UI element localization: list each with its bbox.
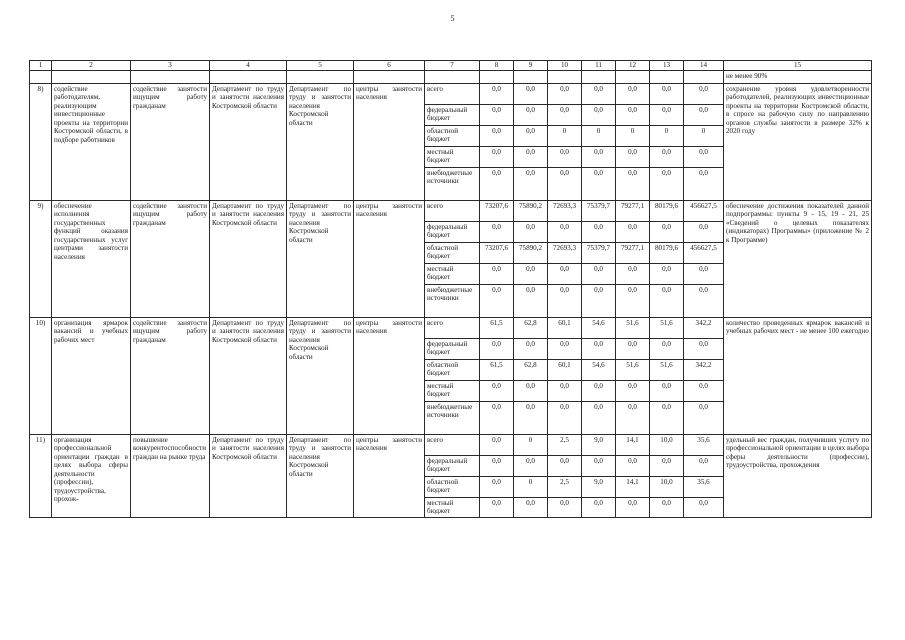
empty-cell <box>30 70 52 83</box>
funding-source: внебюджетные источники <box>425 167 480 200</box>
funding-value: 0,0 <box>514 338 548 359</box>
funding-value: 456627,5 <box>684 242 724 263</box>
funding-value: 54,6 <box>582 359 616 380</box>
expected-result: сохранение уровня удовлетворенности работодателей, реализующих инвестиционные проекты на территории Костромской области, в спросе на рабочую силу по направлению органов службы занятости в размере 32% к 2020 году <box>724 83 872 200</box>
funding-value: 0,0 <box>684 380 724 401</box>
responsible-executor: Департамент по труду и занятости населения Костромской области <box>210 317 287 434</box>
funding-source: внебюджетные источники <box>425 401 480 434</box>
empty-cell <box>210 70 287 83</box>
funding-value: 54,6 <box>582 317 616 338</box>
column-header: 4 <box>210 61 287 71</box>
measure-name: обеспечение исполнения государственных функций оказания государственных услуг центрами занятости населения <box>52 200 131 317</box>
empty-cell <box>52 70 131 83</box>
column-header: 2 <box>52 61 131 71</box>
funding-source: областной бюджет <box>425 359 480 380</box>
funding-value: 0,0 <box>480 476 514 497</box>
funding-value: 0 <box>616 125 650 146</box>
measure-name: организация ярмарок вакансий и учебных рабочих мест <box>52 317 131 434</box>
funding-value: 2,5 <box>548 476 582 497</box>
funding-value: 0,0 <box>582 146 616 167</box>
funding-value: 0,0 <box>684 221 724 242</box>
funding-value: 0,0 <box>514 221 548 242</box>
funding-value: 51,6 <box>616 359 650 380</box>
funding-value: 0,0 <box>650 83 684 104</box>
column-header: 15 <box>724 61 872 71</box>
executor: центры занятости населения <box>354 434 425 517</box>
executor: центры занятости населения <box>354 200 425 317</box>
funding-value: 0,0 <box>616 497 650 517</box>
funding-value: 0,0 <box>548 221 582 242</box>
funding-value: 0,0 <box>514 497 548 517</box>
empty-cell <box>650 70 684 83</box>
funding-value: 75379,7 <box>582 200 616 221</box>
funding-value: 51,6 <box>616 317 650 338</box>
empty-cell <box>354 70 425 83</box>
measure-number: 11) <box>30 434 52 517</box>
funding-value: 75890,2 <box>514 200 548 221</box>
funding-source: федеральный бюджет <box>425 221 480 242</box>
funding-value: 342,2 <box>684 317 724 338</box>
funding-value: 10,0 <box>650 434 684 455</box>
funding-value: 0,0 <box>650 338 684 359</box>
empty-cell <box>582 70 616 83</box>
empty-cell <box>425 70 480 83</box>
funding-value: 0,0 <box>480 401 514 434</box>
co-executor: Департамент по труду и занятости населения Костромской области <box>287 83 354 200</box>
funding-value: 9,0 <box>582 434 616 455</box>
funding-value: 0,0 <box>650 167 684 200</box>
funding-value: 0,0 <box>480 221 514 242</box>
measure-number: 10) <box>30 317 52 434</box>
funding-value: 10,0 <box>650 476 684 497</box>
funding-value: 0,0 <box>548 146 582 167</box>
column-header: 9 <box>514 61 548 71</box>
funding-value: 0,0 <box>684 146 724 167</box>
funding-source: областной бюджет <box>425 242 480 263</box>
funding-value: 0,0 <box>582 338 616 359</box>
column-header: 1 <box>30 61 52 71</box>
funding-value: 0,0 <box>514 167 548 200</box>
funding-value: 0 <box>582 125 616 146</box>
budget-table <box>29 60 872 518</box>
funding-value: 0,0 <box>514 401 548 434</box>
funding-value: 73207,6 <box>480 242 514 263</box>
funding-value: 0,0 <box>684 338 724 359</box>
column-header: 7 <box>425 61 480 71</box>
column-header: 11 <box>582 61 616 71</box>
column-header: 3 <box>131 61 210 71</box>
funding-value: 0,0 <box>650 146 684 167</box>
funding-value: 0,0 <box>650 380 684 401</box>
funding-source: всего <box>425 200 480 221</box>
funding-value: 0,0 <box>548 497 582 517</box>
empty-cell <box>548 70 582 83</box>
funding-value: 0,0 <box>650 221 684 242</box>
measure-name: содействие работодателям, реализующим инвестиционные проекты на территории Костромской области, в подборе работников <box>52 83 131 200</box>
column-header: 13 <box>650 61 684 71</box>
funding-source: внебюджетные источники <box>425 284 480 317</box>
funding-value: 0,0 <box>616 284 650 317</box>
funding-value: 0,0 <box>514 263 548 284</box>
empty-cell <box>616 70 650 83</box>
funding-value: 0 <box>548 125 582 146</box>
funding-source: местный бюджет <box>425 146 480 167</box>
expected-result: обеспечение достижения показателей данной подпрограммы: пункты 9 - 15, 19 - 21, 25 «Сведений о целевых показателях (индикаторах) Программы» (приложение № 2 к Программе) <box>724 200 872 317</box>
funding-value: 51,6 <box>650 317 684 338</box>
header-row <box>30 61 872 71</box>
funding-value: 35,6 <box>684 434 724 455</box>
funding-value: 80179,6 <box>650 242 684 263</box>
funding-value: 0,0 <box>650 455 684 476</box>
funding-value: 0,0 <box>582 401 616 434</box>
page-number: 5 <box>450 14 455 23</box>
funding-value: 0,0 <box>514 83 548 104</box>
funding-source: областной бюджет <box>425 125 480 146</box>
funding-value: 0,0 <box>684 284 724 317</box>
measure-number: 8) <box>30 83 52 200</box>
column-header: 12 <box>616 61 650 71</box>
funding-value: 61,5 <box>480 317 514 338</box>
responsible-executor: Департамент по труду и занятости населения Костромской области <box>210 200 287 317</box>
column-header: 14 <box>684 61 724 71</box>
funding-value: 0,0 <box>616 338 650 359</box>
empty-cell <box>131 70 210 83</box>
funding-source: местный бюджет <box>425 497 480 517</box>
measure-direction: повышение конкурентоспособности граждан на рынке труда <box>131 434 210 517</box>
co-executor: Департамент по труду и занятости населения Костромской области <box>287 434 354 517</box>
funding-value: 60,1 <box>548 317 582 338</box>
funding-value: 0,0 <box>616 167 650 200</box>
funding-value: 75379,7 <box>582 242 616 263</box>
funding-value: 60,1 <box>548 359 582 380</box>
funding-value: 0,0 <box>616 455 650 476</box>
funding-value: 0,0 <box>548 338 582 359</box>
funding-value: 0,0 <box>480 83 514 104</box>
funding-source: областной бюджет <box>425 476 480 497</box>
funding-value: 0 <box>514 434 548 455</box>
funding-value: 0 <box>684 125 724 146</box>
funding-value: 79277,1 <box>616 242 650 263</box>
funding-value: 0,0 <box>480 455 514 476</box>
funding-value: 51,6 <box>650 359 684 380</box>
funding-value: 61,5 <box>480 359 514 380</box>
responsible-executor: Департамент по труду и занятости населения Костромской области <box>210 434 287 517</box>
funding-value: 0,0 <box>548 284 582 317</box>
funding-value: 342,2 <box>684 359 724 380</box>
funding-value: 72693,3 <box>548 242 582 263</box>
funding-value: 0,0 <box>684 455 724 476</box>
funding-source: федеральный бюджет <box>425 455 480 476</box>
empty-cell <box>287 70 354 83</box>
continuation-row <box>30 70 872 83</box>
measure-name: организация профессиональной ориентации граждан в целях выбора сферы деятельности (профессии), трудоустройства, прохож- <box>52 434 131 517</box>
funding-source: всего <box>425 434 480 455</box>
funding-value: 0,0 <box>480 497 514 517</box>
funding-value: 75890,2 <box>514 242 548 263</box>
funding-value: 0,0 <box>684 497 724 517</box>
funding-value: 0,0 <box>650 401 684 434</box>
funding-value: 0,0 <box>480 284 514 317</box>
co-executor: Департамент по труду и занятости населения Костромской области <box>287 200 354 317</box>
funding-value: 0,0 <box>514 125 548 146</box>
funding-value: 35,6 <box>684 476 724 497</box>
funding-value: 0,0 <box>582 263 616 284</box>
goal-continuation: не менее 90% <box>724 70 872 83</box>
measure-direction: содействие занятости ищущим работу гражданам <box>131 317 210 434</box>
funding-value: 0,0 <box>684 401 724 434</box>
funding-value: 0,0 <box>548 401 582 434</box>
expected-result: удельный вес граждан, получивших услугу по профессиональной ориентации в целях выбора сферы деятельности (профессии), трудоустройства, прохождения <box>724 434 872 517</box>
funding-value: 0,0 <box>582 221 616 242</box>
funding-row <box>30 317 872 338</box>
column-header: 5 <box>287 61 354 71</box>
funding-value: 0,0 <box>514 455 548 476</box>
executor: центры занятости населения <box>354 317 425 434</box>
funding-value: 0,0 <box>684 263 724 284</box>
funding-value: 80179,6 <box>650 200 684 221</box>
empty-cell <box>514 70 548 83</box>
funding-value: 0,0 <box>616 104 650 125</box>
funding-value: 0,0 <box>480 146 514 167</box>
funding-value: 14,1 <box>616 434 650 455</box>
funding-value: 0,0 <box>480 380 514 401</box>
measure-direction: содействие занятости ищущим работу гражданам <box>131 83 210 200</box>
funding-value: 0,0 <box>684 167 724 200</box>
funding-value: 0,0 <box>616 380 650 401</box>
funding-source: всего <box>425 317 480 338</box>
column-header: 8 <box>480 61 514 71</box>
empty-cell <box>480 70 514 83</box>
funding-value: 73207,6 <box>480 200 514 221</box>
funding-value: 0,0 <box>582 104 616 125</box>
funding-value: 0,0 <box>616 146 650 167</box>
funding-value: 0,0 <box>650 284 684 317</box>
funding-value: 0,0 <box>548 380 582 401</box>
funding-value: 0,0 <box>480 167 514 200</box>
funding-value: 0,0 <box>548 104 582 125</box>
funding-source: федеральный бюджет <box>425 338 480 359</box>
funding-value: 0 <box>514 476 548 497</box>
funding-value: 62,8 <box>514 317 548 338</box>
funding-value: 0,0 <box>582 167 616 200</box>
measure-number: 9) <box>30 200 52 317</box>
funding-value: 0,0 <box>480 104 514 125</box>
funding-value: 0,0 <box>480 434 514 455</box>
funding-value: 0,0 <box>650 104 684 125</box>
funding-value: 0,0 <box>514 380 548 401</box>
funding-value: 0,0 <box>582 455 616 476</box>
funding-value: 0,0 <box>616 221 650 242</box>
funding-value: 0,0 <box>548 83 582 104</box>
funding-value: 0,0 <box>480 125 514 146</box>
funding-value: 0,0 <box>650 497 684 517</box>
funding-value: 0,0 <box>616 401 650 434</box>
funding-value: 0,0 <box>514 146 548 167</box>
funding-value: 2,5 <box>548 434 582 455</box>
funding-value: 0,0 <box>684 83 724 104</box>
column-header: 6 <box>354 61 425 71</box>
responsible-executor: Департамент по труду и занятости населения Костромской области <box>210 83 287 200</box>
funding-row <box>30 83 872 104</box>
funding-row <box>30 434 872 455</box>
funding-row <box>30 200 872 221</box>
co-executor: Департамент по труду и занятости населения Костромской области <box>287 317 354 434</box>
funding-value: 0 <box>650 125 684 146</box>
funding-value: 0,0 <box>548 263 582 284</box>
funding-value: 72693,3 <box>548 200 582 221</box>
funding-value: 0,0 <box>684 104 724 125</box>
funding-value: 62,8 <box>514 359 548 380</box>
funding-value: 0,0 <box>582 497 616 517</box>
funding-source: федеральный бюджет <box>425 104 480 125</box>
funding-value: 0,0 <box>650 263 684 284</box>
funding-value: 0,0 <box>582 380 616 401</box>
funding-value: 0,0 <box>480 338 514 359</box>
funding-value: 0,0 <box>514 104 548 125</box>
funding-value: 0,0 <box>480 263 514 284</box>
funding-value: 0,0 <box>616 83 650 104</box>
funding-value: 0,0 <box>582 284 616 317</box>
funding-value: 9,0 <box>582 476 616 497</box>
funding-value: 0,0 <box>548 455 582 476</box>
empty-cell <box>684 70 724 83</box>
funding-source: всего <box>425 83 480 104</box>
funding-value: 0,0 <box>548 167 582 200</box>
funding-value: 79277,1 <box>616 200 650 221</box>
funding-source: местный бюджет <box>425 263 480 284</box>
funding-value: 14,1 <box>616 476 650 497</box>
funding-value: 0,0 <box>616 263 650 284</box>
funding-value: 0,0 <box>582 83 616 104</box>
measure-direction: содействие занятости ищущим работу гражданам <box>131 200 210 317</box>
executor: центры занятости населения <box>354 83 425 200</box>
funding-source: местный бюджет <box>425 380 480 401</box>
column-header: 10 <box>548 61 582 71</box>
expected-result: количество проведенных ярмарок вакансий и учебных рабочих мест - не менее 100 ежегодно <box>724 317 872 434</box>
funding-value: 456627,5 <box>684 200 724 221</box>
funding-value: 0,0 <box>514 284 548 317</box>
